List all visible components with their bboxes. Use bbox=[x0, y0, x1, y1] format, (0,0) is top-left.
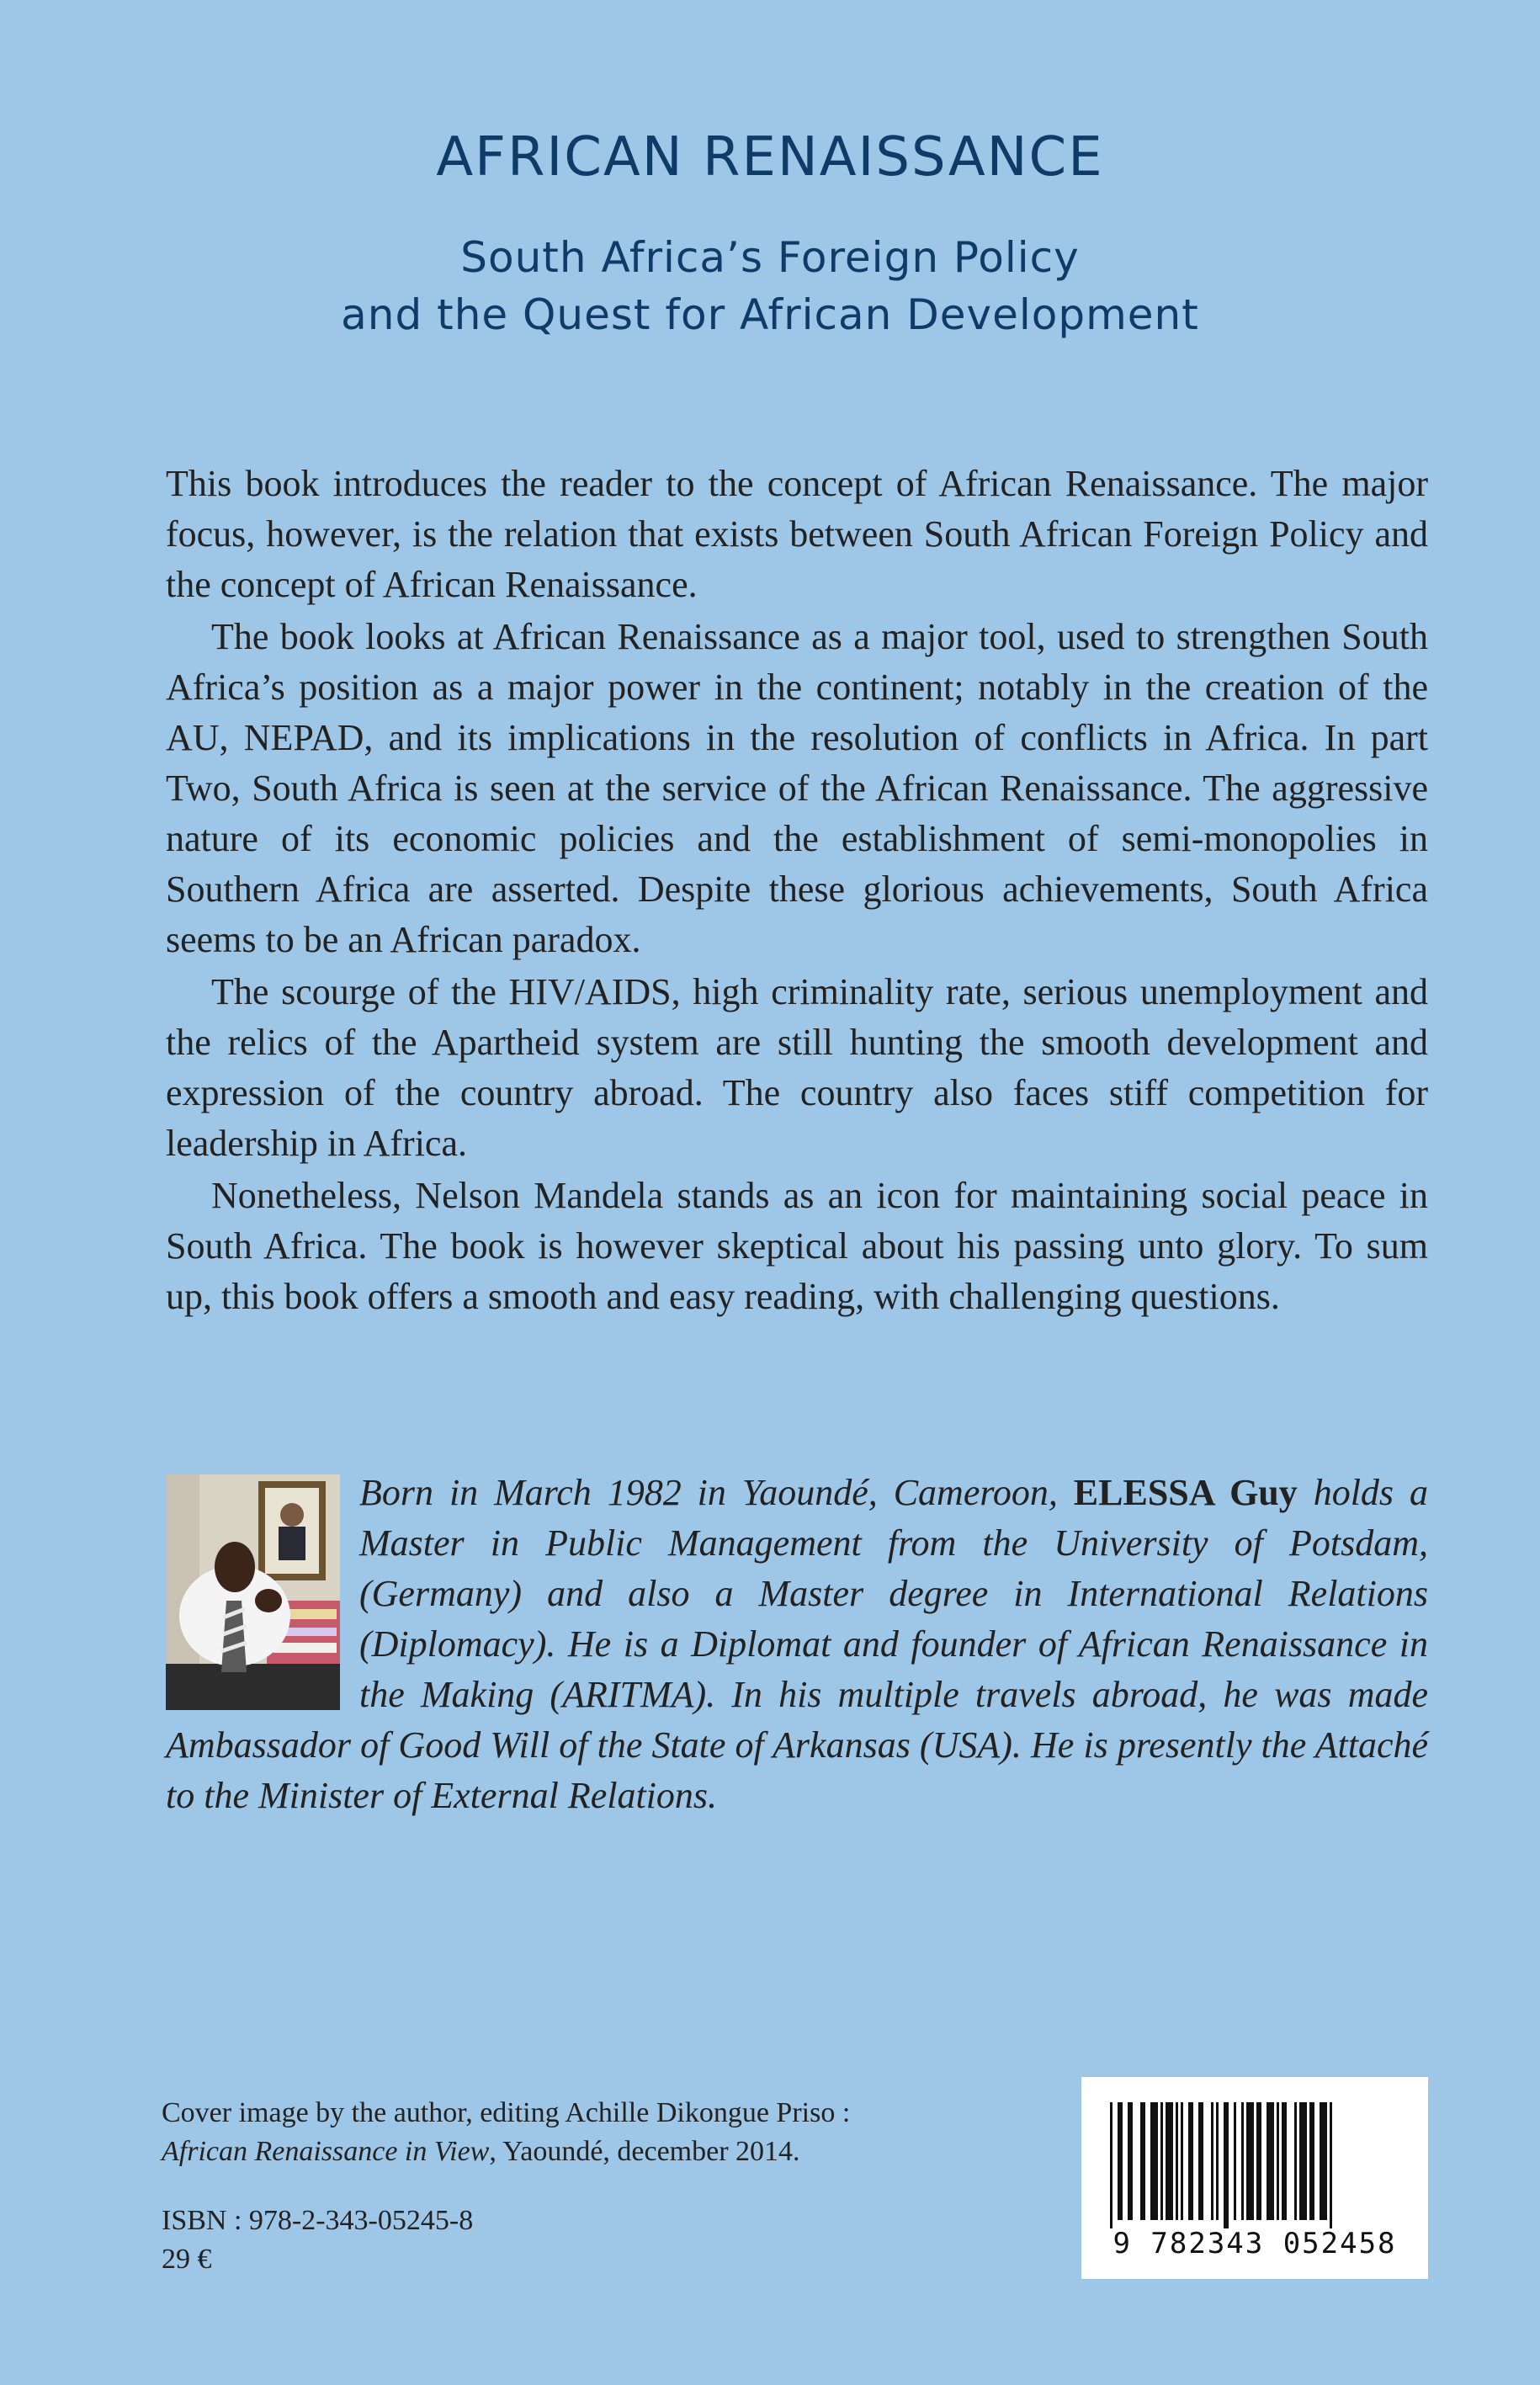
barcode-bar bbox=[1110, 2102, 1113, 2228]
barcode-bar bbox=[1150, 2102, 1158, 2220]
barcode-box bbox=[1081, 2077, 1428, 2279]
barcode-bar bbox=[1176, 2102, 1178, 2220]
barcode-bar bbox=[1282, 2102, 1287, 2220]
author-name: ELESSA Guy bbox=[1073, 1472, 1298, 1513]
author-bio-rest: holds a Master in Public Management from the University of Potsdam, (Germany) and also a Master degree in International Relations (Diplomacy). He is a Diplomat and founder of African Renaissance in the Making (ARITMA). In his multiple travels abroad, he was made Ambassador of Good Will of the State of Arkansas (USA). He is presently the Attaché to the Minister of External Relations. bbox=[166, 1472, 1428, 1816]
credits-line-2 bbox=[162, 2133, 1003, 2171]
barcode-bar bbox=[1166, 2102, 1173, 2220]
blurb-paragraph-4: Nonetheless, Nelson Mandela stands as an icon for maintaining social peace in South Africa. The book is however skeptical about his passing unto glory. To sum up, this book offers a smooth and easy reading, with challenging questions. bbox=[166, 1175, 1428, 1317]
cover-image-details: , Yaoundé, december 2014. bbox=[489, 2136, 800, 2167]
blurb-paragraph-3: The scourge of the HIV/AIDS, high criminality rate, serious unemployment and the relics of the Apartheid system are still hunting the smooth development and expression of the country abroad. The country also faces stiff competition for leadership in Africa. bbox=[166, 971, 1428, 1164]
author-bio bbox=[166, 1468, 1428, 1821]
barcode-bar bbox=[1118, 2102, 1123, 2220]
barcode-bar bbox=[1140, 2102, 1145, 2220]
barcode-bar bbox=[1234, 2102, 1236, 2220]
barcode-bar bbox=[1241, 2102, 1244, 2220]
barcode-bar bbox=[1211, 2102, 1213, 2220]
price: 29 € bbox=[162, 2244, 212, 2275]
blurb-paragraph-1: This book introduces the reader to the concept of African Renaissance. The major focus, however, is the relation that exists between South African Foreign Policy and the concept of African Renaissance. bbox=[166, 463, 1428, 605]
photo-spacer bbox=[166, 1468, 359, 1713]
barcode-bar bbox=[1309, 2102, 1314, 2220]
barcode-bar bbox=[1256, 2102, 1261, 2220]
barcode-bar bbox=[1224, 2102, 1229, 2228]
isbn: ISBN : 978-2-343-05245-8 bbox=[162, 2205, 474, 2236]
barcode-bar bbox=[1216, 2102, 1219, 2220]
book-blurb bbox=[166, 459, 1428, 1324]
credits-line-1: Cover image by the author, editing Achille Dikongue Priso : bbox=[162, 2097, 851, 2128]
cover-credits bbox=[162, 2094, 1003, 2171]
barcode-bar bbox=[1188, 2102, 1193, 2220]
book-subtitle bbox=[0, 229, 1540, 343]
cover-image-title: African Renaissance in View bbox=[162, 2136, 490, 2167]
book-title: AFRICAN RENAISSANCE bbox=[436, 126, 1104, 189]
barcode-bar bbox=[1277, 2102, 1279, 2220]
barcode-bar bbox=[1320, 2102, 1327, 2220]
barcode-bar bbox=[1246, 2102, 1254, 2220]
barcode-bar bbox=[1330, 2102, 1332, 2228]
barcode-bar bbox=[1267, 2102, 1274, 2220]
subtitle-line-2: and the Quest for African Development bbox=[341, 290, 1199, 339]
barcode-digits: 9 782343 052458 bbox=[1113, 2227, 1397, 2260]
subtitle-line-1: South Africa’s Foreign Policy bbox=[460, 233, 1080, 282]
barcode-bar bbox=[1294, 2102, 1297, 2220]
barcode-bar bbox=[1160, 2102, 1163, 2220]
barcode-bar bbox=[1299, 2102, 1307, 2220]
barcode-bar bbox=[1181, 2102, 1183, 2220]
barcode-bar bbox=[1198, 2102, 1203, 2220]
author-bio-intro: Born in March 1982 in Yaoundé, Cameroon, bbox=[359, 1472, 1058, 1513]
blurb-paragraph-2: The book looks at African Renaissance as a major tool, used to strengthen South Africa’s position as a major power in the continent; notably in the creation of the AU, NEPAD, and its implications in the resolution of conflicts in Africa. In part Two, South Africa is seen at the service of the African Renaissance. The aggressive nature of its economic policies and the establishment of semi-monopolies in Southern Africa are asserted. Despite these glorious achievements, South Africa seems to be an African paradox. bbox=[166, 616, 1428, 960]
barcode-bar bbox=[1128, 2102, 1133, 2220]
